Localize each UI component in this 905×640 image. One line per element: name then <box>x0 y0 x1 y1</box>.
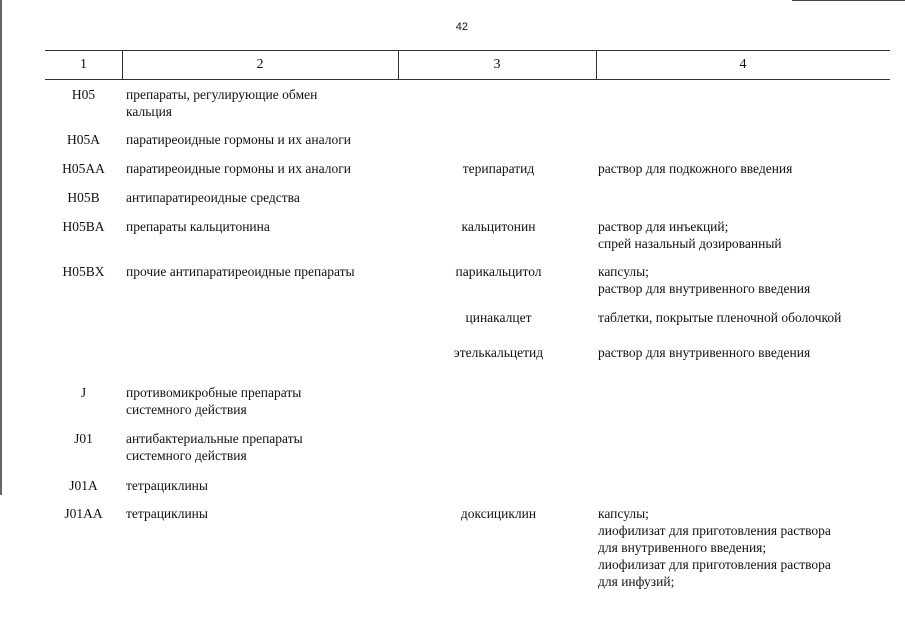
atc-code: H05BA <box>62 219 105 234</box>
form-line: таблетки, покрытые пленочной оболочкой <box>598 310 842 325</box>
dosage-form <box>598 309 898 326</box>
group-line: кальция <box>126 104 173 119</box>
form-line: раствор для внутривенного введения <box>598 281 811 296</box>
pharmacological-group <box>126 131 391 148</box>
form-line: раствор для внутривенного введения <box>598 345 811 360</box>
group-line: препараты кальцитонина <box>126 219 270 234</box>
form-line: спрей назальный дозированный <box>598 236 782 251</box>
group-line: антипаратиреоидные средства <box>126 190 300 205</box>
group-line: паратиреоидные гормоны и их аналоги <box>126 161 351 176</box>
form-line: раствор для инъекций; <box>598 219 729 234</box>
table-header <box>45 50 890 80</box>
dosage-form <box>598 263 898 297</box>
column-header-4: 4 <box>739 57 747 72</box>
dosage-form <box>598 344 898 361</box>
group-line: препараты, регулирующие обмен <box>126 87 318 102</box>
atc-code: H05A <box>67 132 100 147</box>
pharmacological-group <box>126 505 391 522</box>
page-number: 42 <box>455 21 468 33</box>
atc-code: J01A <box>69 478 98 493</box>
pharmacological-group <box>126 160 391 177</box>
atc-code: H05 <box>71 87 96 102</box>
drug-name: доксициклин <box>460 506 537 521</box>
group-line: системного действия <box>126 402 247 417</box>
form-line: лиофилизат для приготовления раствора <box>598 523 831 538</box>
dosage-form <box>598 505 898 590</box>
pharmacological-group <box>126 86 391 120</box>
atc-code: H05BX <box>62 264 105 279</box>
drug-name: кальцитонин <box>461 219 536 234</box>
pharmacological-group <box>126 189 391 206</box>
pharmacological-group <box>126 218 391 235</box>
drug-name: этелькальцетид <box>453 345 544 360</box>
group-line: антибактериальные препараты <box>126 431 303 446</box>
column-header-3: 3 <box>493 57 501 72</box>
column-header-1: 1 <box>80 57 87 72</box>
form-line: для инфузий; <box>598 574 675 589</box>
dosage-form <box>598 160 898 177</box>
form-line: для внутривенного введения; <box>598 540 767 555</box>
drug-name: терипаратид <box>462 161 535 176</box>
group-line: тетрациклины <box>126 506 208 521</box>
group-line: тетрациклины <box>126 478 208 493</box>
drug-name: парикальцитол <box>455 264 542 279</box>
atc-code: J <box>80 385 87 400</box>
scan-top-rule <box>792 0 905 1</box>
atc-code: J01 <box>74 431 93 446</box>
pharmacological-group <box>126 384 391 418</box>
form-line: лиофилизат для приготовления раствора <box>598 557 831 572</box>
group-line: системного действия <box>126 448 247 463</box>
column-header-2: 2 <box>256 57 264 72</box>
drug-name: цинакалцет <box>465 310 532 325</box>
form-line: капсулы; <box>598 264 649 279</box>
pharmacological-group <box>126 477 391 494</box>
form-line: раствор для подкожного введения <box>598 161 793 176</box>
scan-left-edge <box>0 0 2 495</box>
group-line: паратиреоидные гормоны и их аналоги <box>126 132 351 147</box>
group-line: противомикробные препараты <box>126 385 302 400</box>
group-line: прочие антипаратиреоидные препараты <box>126 264 355 279</box>
atc-code: J01AA <box>64 506 103 521</box>
pharmacological-group <box>126 430 391 464</box>
form-line: капсулы; <box>598 506 649 521</box>
atc-code: H05B <box>67 190 100 205</box>
dosage-form <box>598 218 898 252</box>
atc-code: H05AA <box>62 161 105 176</box>
pharmacological-group <box>126 263 391 280</box>
